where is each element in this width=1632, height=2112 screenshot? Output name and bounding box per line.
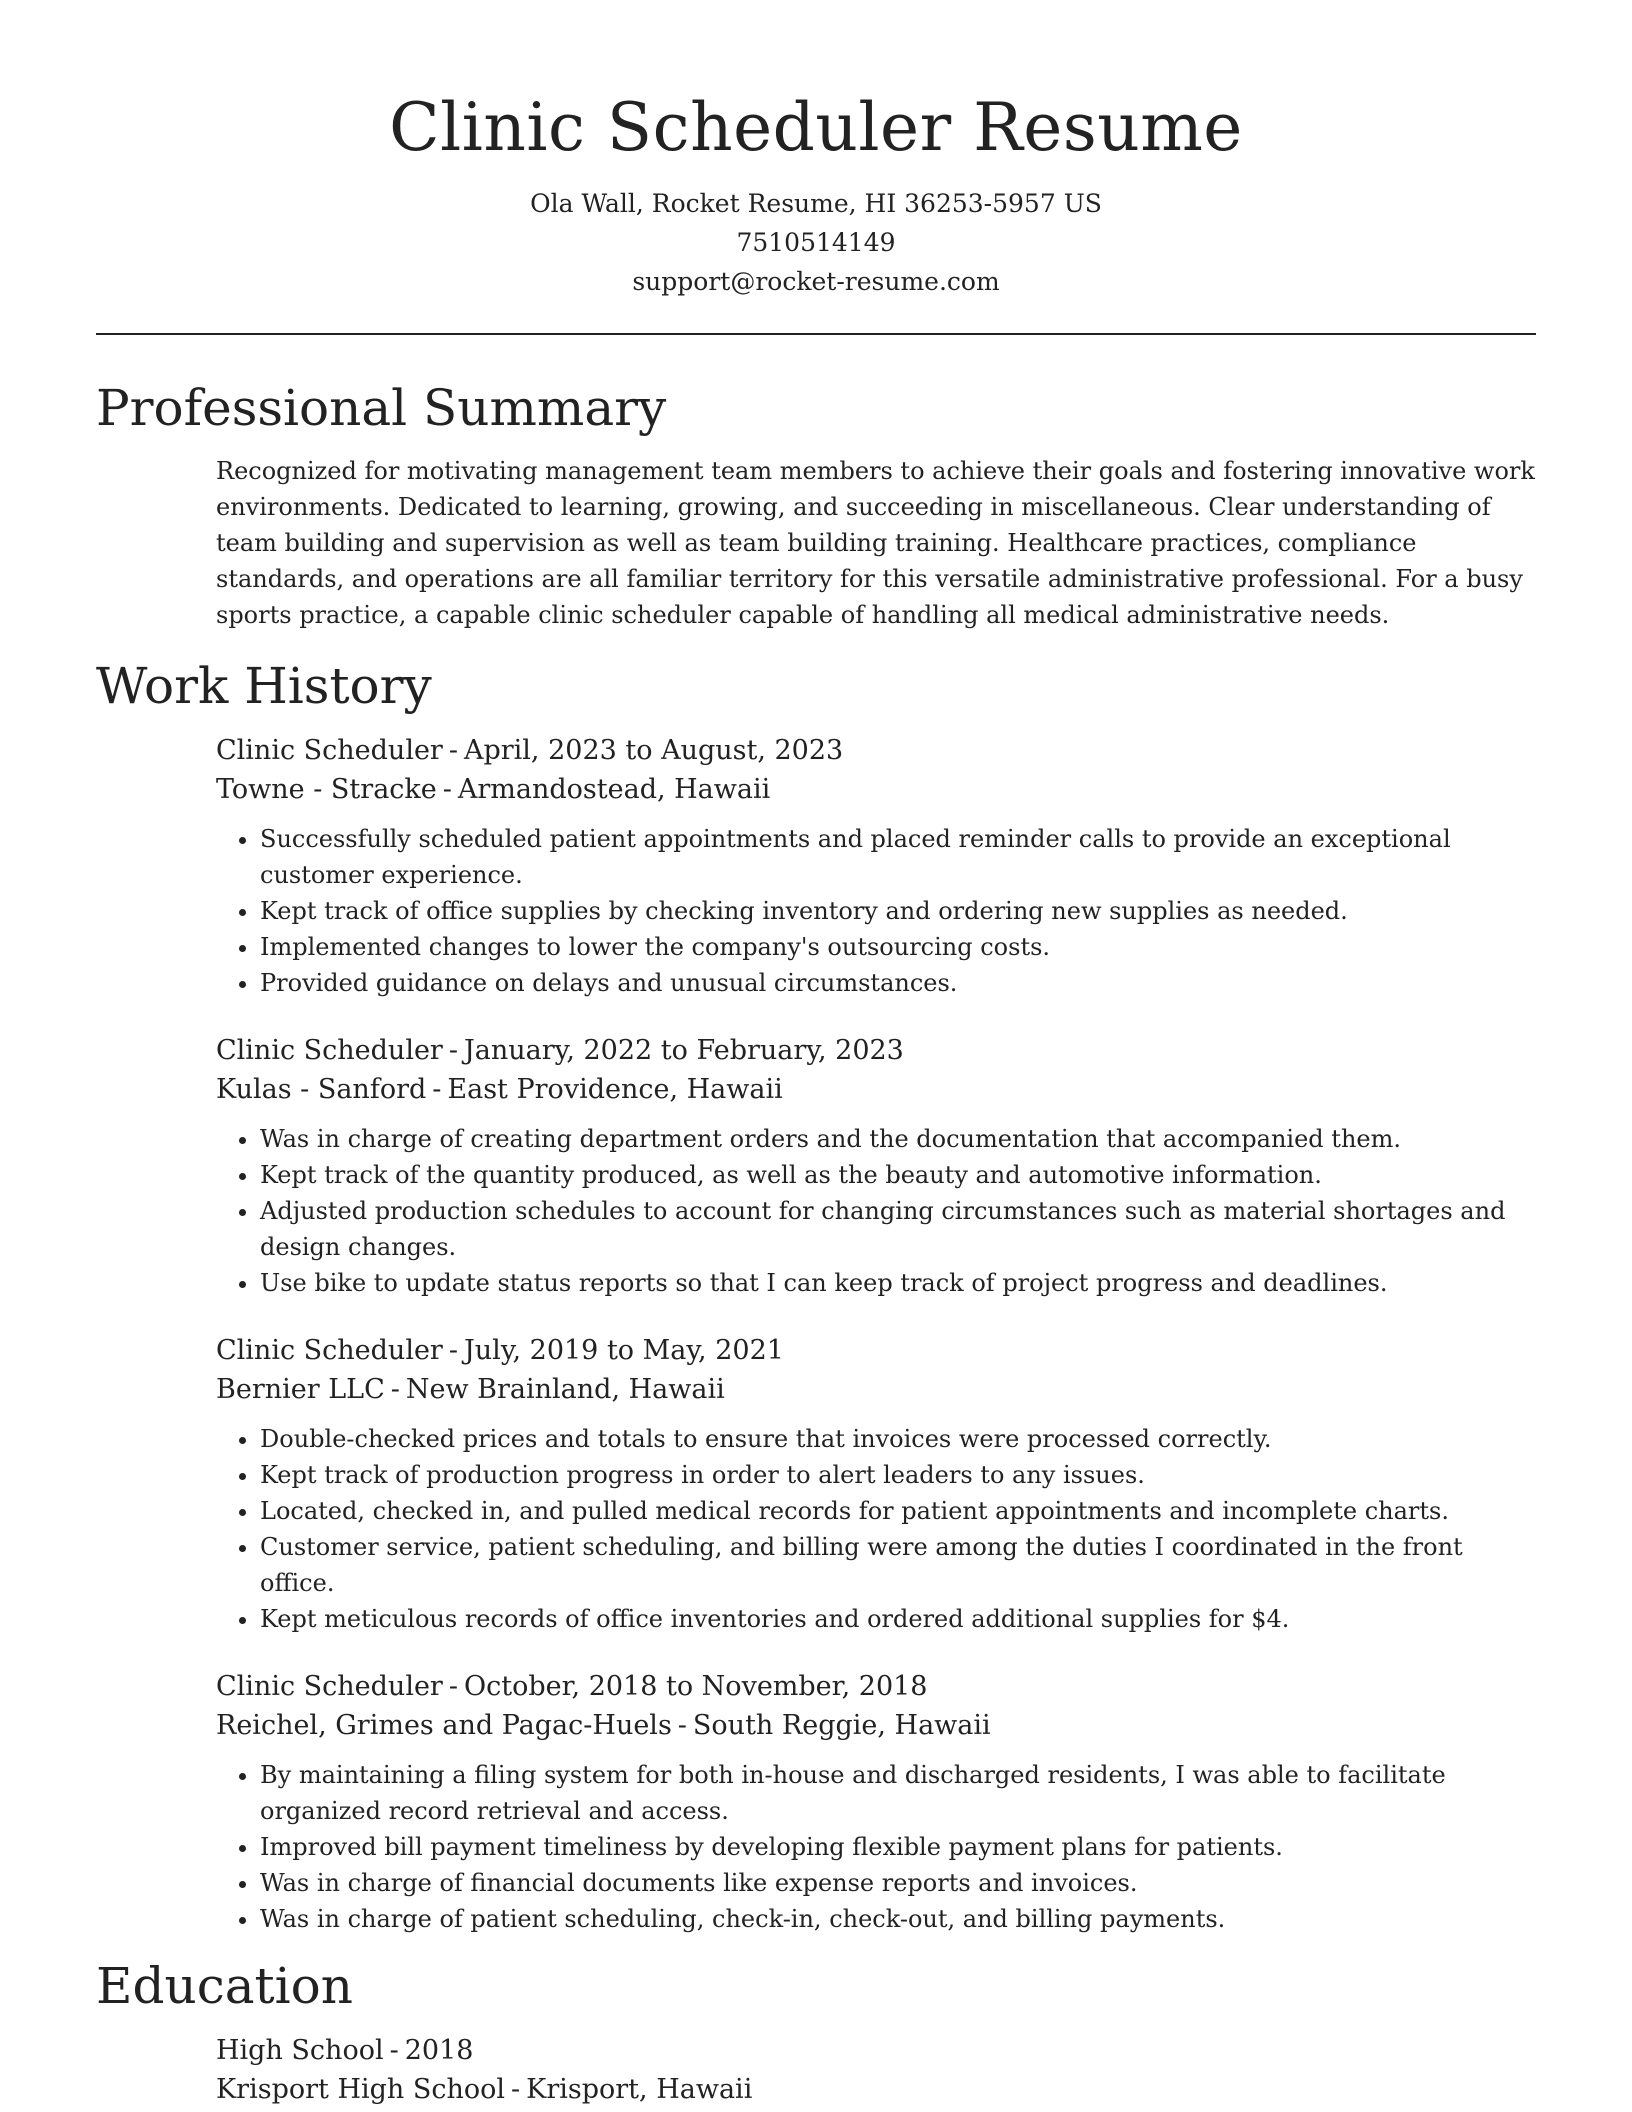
separator: -: [511, 2074, 521, 2105]
education-degree-line: [216, 2031, 1536, 2070]
job-bullet: • Customer service, patient scheduling, and billing were among the duties I coordinated in the front office.: [260, 1529, 1536, 1601]
job-entry: [216, 1331, 1536, 1637]
header-divider: [96, 333, 1536, 335]
job-company-line: [216, 1370, 1536, 1409]
job-bullet: • Use bike to update status reports so that I can keep track of project progress and deadlines.: [260, 1265, 1536, 1301]
work-history-section: [96, 655, 1536, 1937]
job-location: East Providence, Hawaii: [447, 1074, 783, 1105]
job-bullet: • By maintaining a filing system for both in-house and discharged residents, I was able to facilitate organized record retrieval and access.: [260, 1757, 1536, 1829]
education-school: Krisport High School: [216, 2074, 506, 2105]
job-company-line: [216, 770, 1536, 809]
job-company: Towne - Stracke: [216, 774, 437, 805]
job-bullet: • Kept meticulous records of office inventories and ordered additional supplies for $4.: [260, 1601, 1536, 1637]
summary-heading: Professional Summary: [96, 379, 667, 437]
education-body: [216, 2031, 1536, 2109]
separator: -: [389, 2035, 399, 2066]
job-title: Clinic Scheduler: [216, 1671, 443, 1702]
summary-body: [216, 453, 1536, 633]
education-entry: [216, 2031, 1536, 2109]
job-entry: [216, 1031, 1536, 1301]
job-title-line: [216, 1667, 1536, 1706]
job-company: Kulas - Sanford: [216, 1074, 427, 1105]
education-section: [96, 1955, 1536, 2109]
job-bullet: • Kept track of production progress in order to alert leaders to any issues.: [260, 1457, 1536, 1493]
job-bullet: • Double-checked prices and totals to ensure that invoices were processed correctly.: [260, 1421, 1536, 1457]
job-bullet: • Located, checked in, and pulled medical records for patient appointments and incomplete charts.: [260, 1493, 1536, 1529]
job-bullet: • Was in charge of financial documents like expense reports and invoices.: [260, 1865, 1536, 1901]
job-dates: July, 2019 to May, 2021: [463, 1335, 784, 1366]
job-location: South Reggie, Hawaii: [692, 1710, 991, 1741]
separator: -: [448, 1671, 458, 1702]
work-history-heading: Work History: [96, 657, 432, 715]
job-bullets: [216, 1421, 1536, 1637]
job-bullets: [216, 821, 1536, 1001]
education-location: Krisport, Hawaii: [526, 2074, 753, 2105]
contact-email: support@rocket-resume.com: [632, 267, 1000, 296]
contact-address: Ola Wall, Rocket Resume, HI 36253-5957 US: [530, 189, 1102, 218]
separator: -: [448, 1335, 458, 1366]
work-history-body: [216, 731, 1536, 1937]
separator: -: [448, 735, 458, 766]
job-location: Armandostead, Hawaii: [457, 774, 771, 805]
job-location: New Brainland, Hawaii: [405, 1374, 725, 1405]
separator: -: [442, 774, 452, 805]
job-dates: April, 2023 to August, 2023: [463, 735, 844, 766]
separator: -: [432, 1074, 442, 1105]
job-entry: [216, 731, 1536, 1001]
job-bullet: • Successfully scheduled patient appointments and placed reminder calls to provide an exceptional customer experience.: [260, 821, 1536, 893]
job-bullet: • Provided guidance on delays and unusual circumstances.: [260, 965, 1536, 1001]
page-title: Clinic Scheduler Resume: [389, 89, 1243, 166]
job-title-line: [216, 1031, 1536, 1070]
job-bullet: • Improved bill payment timeliness by developing flexible payment plans for patients.: [260, 1829, 1536, 1865]
summary-text: Recognized for motivating management team members to achieve their goals and fostering innovative work environments. Dedicated to learning, growing, and succeeding in miscellaneous. Clear understanding of team building and supervision as well as team building training. Healthcare practices, compliance standards, and operations are all familiar territory for this versatile administrative professional. For a busy sports practice, a capable clinic scheduler capable of handling all medical administrative needs.: [216, 457, 1535, 629]
education-heading: Education: [96, 1957, 353, 2015]
education-degree: High School: [216, 2035, 384, 2066]
job-dates: October, 2018 to November, 2018: [463, 1671, 928, 1702]
education-school-line: [216, 2070, 1536, 2109]
job-bullet: • Adjusted production schedules to account for changing circumstances such as material shortages and design changes.: [260, 1193, 1536, 1265]
job-bullets: [216, 1757, 1536, 1937]
job-bullet: • Implemented changes to lower the company's outsourcing costs.: [260, 929, 1536, 965]
job-bullet: • Was in charge of patient scheduling, check-in, check-out, and billing payments.: [260, 1901, 1536, 1937]
job-title-line: [216, 731, 1536, 770]
job-company: Reichel, Grimes and Pagac-Huels: [216, 1710, 672, 1741]
job-bullet: • Kept track of office supplies by checking inventory and ordering new supplies as needed.: [260, 893, 1536, 929]
job-company-line: [216, 1706, 1536, 1745]
resume-header: [0, 0, 1632, 301]
job-company: Bernier LLC: [216, 1374, 385, 1405]
separator: -: [448, 1035, 458, 1066]
job-title-line: [216, 1331, 1536, 1370]
education-year: 2018: [404, 2035, 474, 2066]
job-title: Clinic Scheduler: [216, 735, 443, 766]
job-bullet: • Kept track of the quantity produced, as well as the beauty and automotive information.: [260, 1157, 1536, 1193]
contact-block: [0, 184, 1632, 301]
job-company-line: [216, 1070, 1536, 1109]
separator: -: [390, 1374, 400, 1405]
job-dates: January, 2022 to February, 2023: [463, 1035, 904, 1066]
job-title: Clinic Scheduler: [216, 1035, 443, 1066]
job-title: Clinic Scheduler: [216, 1335, 443, 1366]
separator: -: [677, 1710, 687, 1741]
job-bullet: • Was in charge of creating department orders and the documentation that accompanied them.: [260, 1121, 1536, 1157]
job-bullets: [216, 1121, 1536, 1301]
summary-section: [96, 377, 1536, 633]
contact-phone: 7510514149: [736, 228, 896, 257]
job-entry: [216, 1667, 1536, 1937]
